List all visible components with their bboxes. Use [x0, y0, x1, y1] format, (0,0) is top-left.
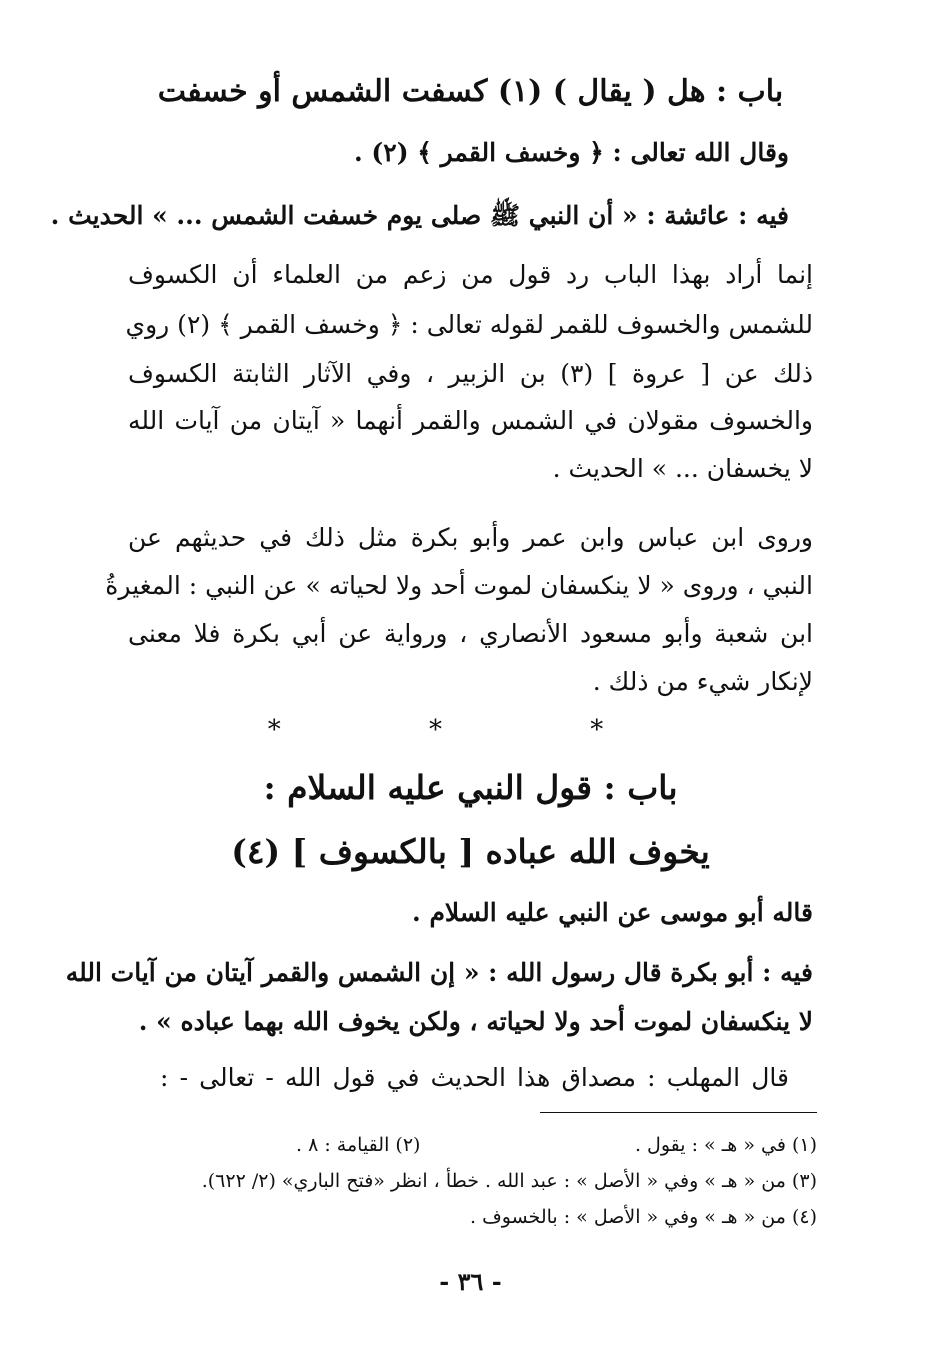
footnote-2: (٢) القيامة : ٨ . — [296, 1134, 421, 1156]
para1-line-2: للشمس والخسوف للقمر لقوله تعالى : ﴿ وخسف القمر ﴾ (٢) روي — [125, 310, 813, 339]
para1-line-5: لا يخسفان ... » الحديث . — [552, 454, 813, 483]
footnote-divider — [540, 1112, 817, 1113]
hadith-2-line-2: لا ينكسفان لموت أحد ولا لحياته ، ولكن يخوف الله بهما عباده » . — [138, 1007, 813, 1036]
para1-line-4: والخسوف مقولان في الشمس والقمر أنهما « آيتان من آيات الله — [128, 406, 813, 435]
footnote-4: (٤) من « هـ » وفي « الأصل » : بالخسوف . — [470, 1206, 817, 1228]
hadith-line-1: فيه : عائشة : « أن النبي ﷺ صلى يوم خسفت الشمس ... » الحديث . — [50, 201, 789, 230]
chapter-title-2-line-2: يخوف الله عباده [ بالكسوف ] (٤) — [231, 832, 710, 871]
para1-line-3: ذلك عن [ عروة ] (٣) بن الزبير ، وفي الآثار الثابتة الكسوف — [128, 359, 813, 388]
chapter-title-2-line-1: باب : قول النبي عليه السلام : — [263, 768, 678, 807]
commentary-line: قال المهلب : مصداق هذا الحديث في قول الله - تعالى - : — [160, 1063, 789, 1092]
para1-line-1: إنما أراد بهذا الباب رد قول من زعم من العلماء أن الكسوف — [128, 260, 813, 289]
quran-quote-1: وقال الله تعالى : ﴿ وخسف القمر ﴾ (٢) . — [354, 138, 789, 167]
para2-line-1: وروى ابن عباس وابن عمر وأبو بكرة مثل ذلك في حديثهم عن — [128, 523, 813, 552]
narrator-line: قاله أبو موسى عن النبي عليه السلام . — [412, 898, 813, 927]
para2-line-4: لإنكار شيء من ذلك . — [592, 667, 813, 696]
para2-line-3: ابن شعبة وأبو مسعود الأنصاري ، ورواية عن أبي بكرة فلا معنى — [128, 619, 813, 648]
para2-line-2: النبي ، وروى « لا ينكسفان لموت أحد ولا لحياته » عن النبي : المغيرةُ — [105, 571, 813, 600]
chapter-title-1: باب : هل ( يقال ) (١) كسفت الشمس أو خسفت — [157, 74, 784, 109]
footnote-1: (١) في « هـ » : يقول . — [634, 1134, 817, 1156]
footnote-3: (٣) من « هـ » وفي « الأصل » : عبد الله . خطأ ، انظر «فتح الباري» (٢/ ٦٢٢). — [201, 1170, 817, 1192]
section-separator: * * * — [267, 715, 674, 745]
page-number: - ٣٦ - — [439, 1267, 502, 1296]
hadith-2-line-1: فيه : أبو بكرة قال رسول الله : « إن الشمس والقمر آيتان من آيات الله — [65, 958, 813, 987]
